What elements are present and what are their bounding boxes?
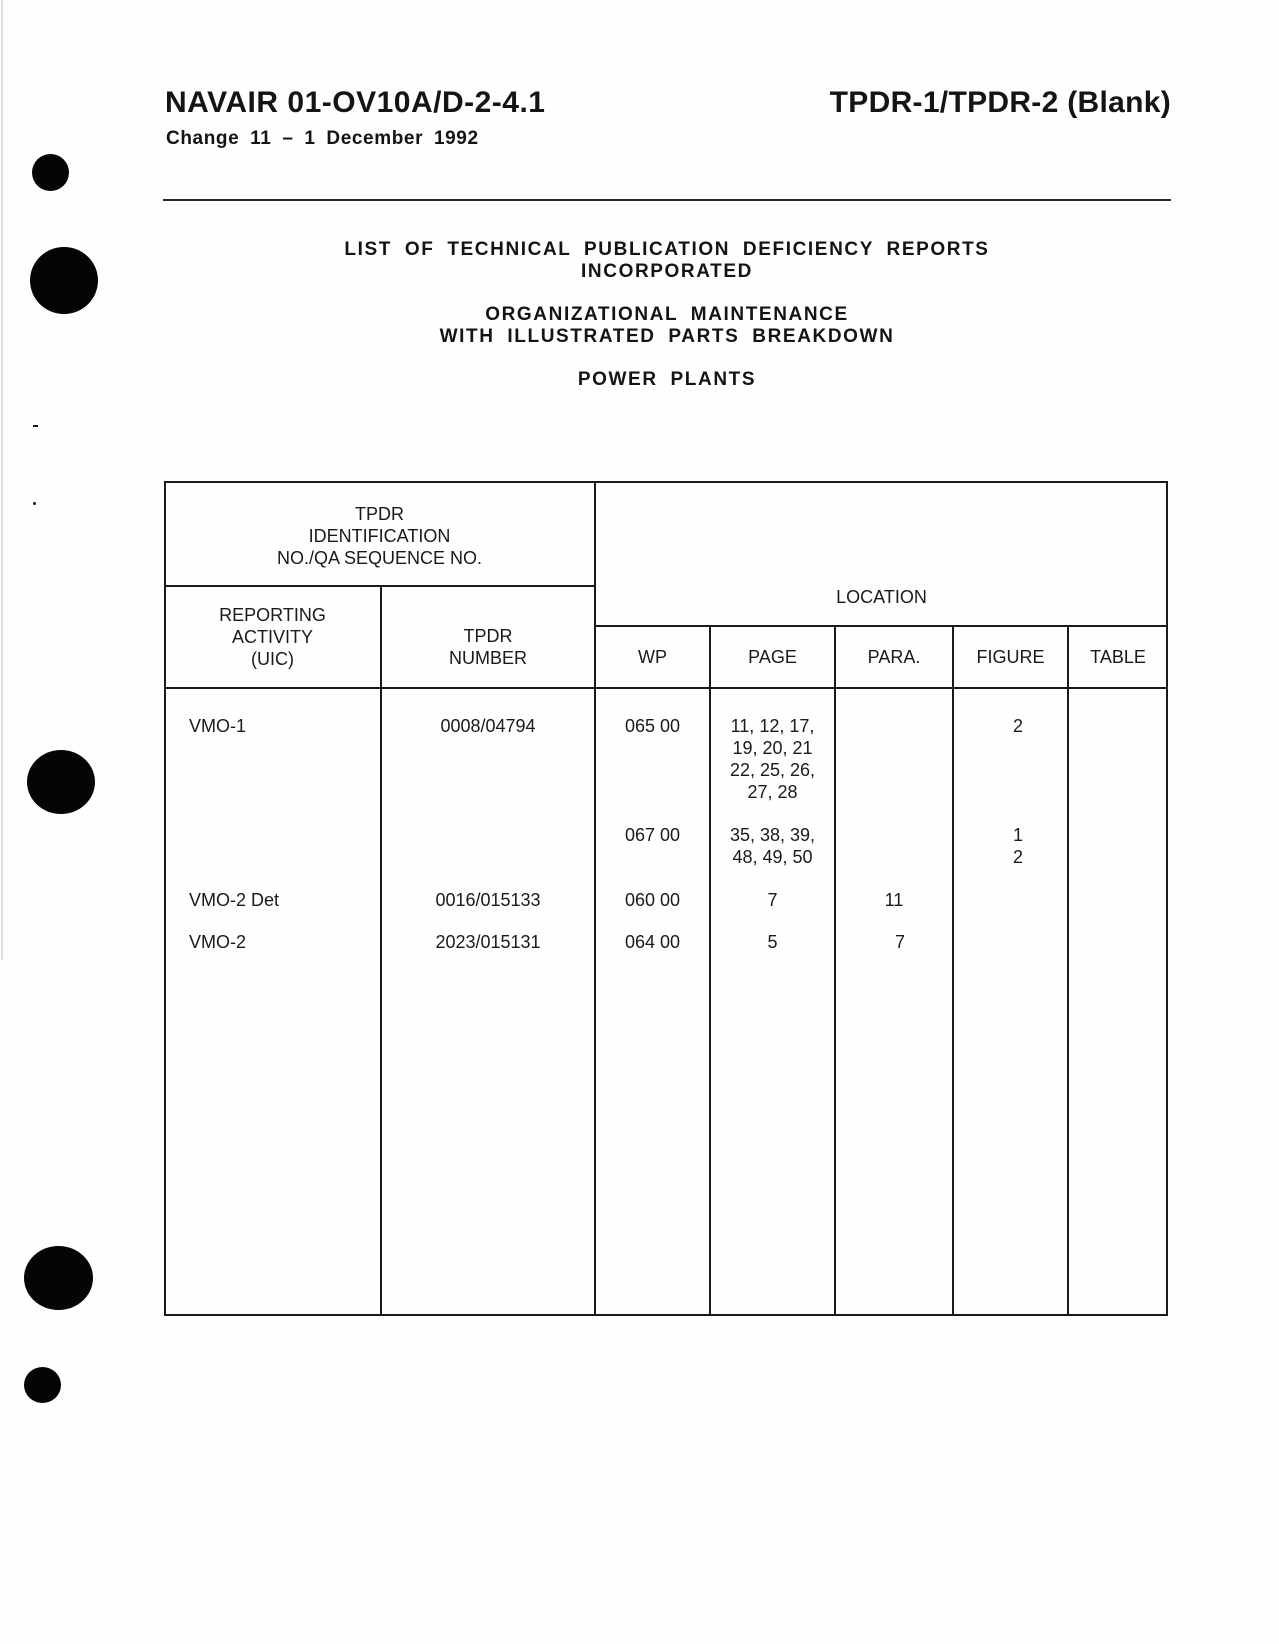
column-header-figure: FIGURE <box>976 647 1045 667</box>
location-group-header: LOCATION <box>836 587 927 607</box>
title-line-5: POWER PLANTS <box>577 369 757 390</box>
punch-hole-icon <box>30 247 98 314</box>
cell-para: 7 <box>894 932 905 952</box>
cell-page: 35, 38, 39, 48, 49, 50 <box>729 825 816 867</box>
manual-title <box>163 304 1171 348</box>
title-line-3: ORGANIZATIONAL MAINTENANCE <box>485 304 849 325</box>
cell-tpdr-number: 0008/04794 <box>440 716 536 736</box>
punch-hole-icon <box>27 750 95 814</box>
cell-activity: VMO-2 <box>189 932 247 952</box>
cell-tpdr-number: 2023/015131 <box>435 932 541 952</box>
scan-edge-line <box>1 0 3 960</box>
column-header-tpdr-number: TPDR NUMBER <box>448 626 527 668</box>
header-divider <box>594 625 1168 627</box>
punch-hole-icon <box>32 154 69 191</box>
cell-activity: VMO-2 Det <box>189 890 280 910</box>
identification-group-header: TPDR IDENTIFICATION NO./QA SEQUENCE NO. <box>276 504 483 568</box>
list-title <box>163 239 1171 283</box>
title-line-1: LIST OF TECHNICAL PUBLICATION DEFICIENCY REPORTS <box>344 239 990 260</box>
cell-wp: 060 00 <box>624 890 681 910</box>
cell-figure: 1 2 <box>1012 825 1023 867</box>
column-header-para: PARA. <box>867 647 921 667</box>
page-id: TPDR-1/TPDR-2 (Blank) <box>829 86 1171 119</box>
header-rule <box>163 199 1171 201</box>
change-line: Change 11 – 1 December 1992 <box>166 128 479 149</box>
header-bottom-rule <box>164 687 1168 689</box>
cell-wp: 064 00 <box>624 932 681 952</box>
cell-para: 11 <box>884 890 904 910</box>
column-header-page: PAGE <box>748 647 797 667</box>
title-line-2: INCORPORATED <box>581 261 753 282</box>
document-id: NAVAIR 01-OV10A/D-2-4.1 <box>165 86 546 119</box>
cell-page: 11, 12, 17, 19, 20, 21 22, 25, 26, 27, 28 <box>729 716 816 802</box>
scan-mark <box>33 502 36 505</box>
cell-wp: 065 00 <box>624 716 681 736</box>
section-title <box>163 369 1171 391</box>
cell-tpdr-number: 0016/015133 <box>435 890 541 910</box>
cell-page: 5 <box>767 932 778 952</box>
cell-page: 7 <box>767 890 778 910</box>
scan-mark <box>33 425 38 427</box>
column-header-wp: WP <box>638 647 667 667</box>
punch-hole-icon <box>24 1367 61 1403</box>
cell-activity: VMO-1 <box>189 716 247 736</box>
header-divider <box>164 585 595 587</box>
column-header-table: TABLE <box>1090 647 1146 667</box>
column-header-reporting-activity: REPORTING ACTIVITY (UIC) <box>219 605 326 669</box>
cell-wp: 067 00 <box>624 825 681 845</box>
title-line-4: WITH ILLUSTRATED PARTS BREAKDOWN <box>439 326 895 347</box>
cell-figure: 2 <box>1012 716 1023 736</box>
punch-hole-icon <box>24 1246 93 1310</box>
